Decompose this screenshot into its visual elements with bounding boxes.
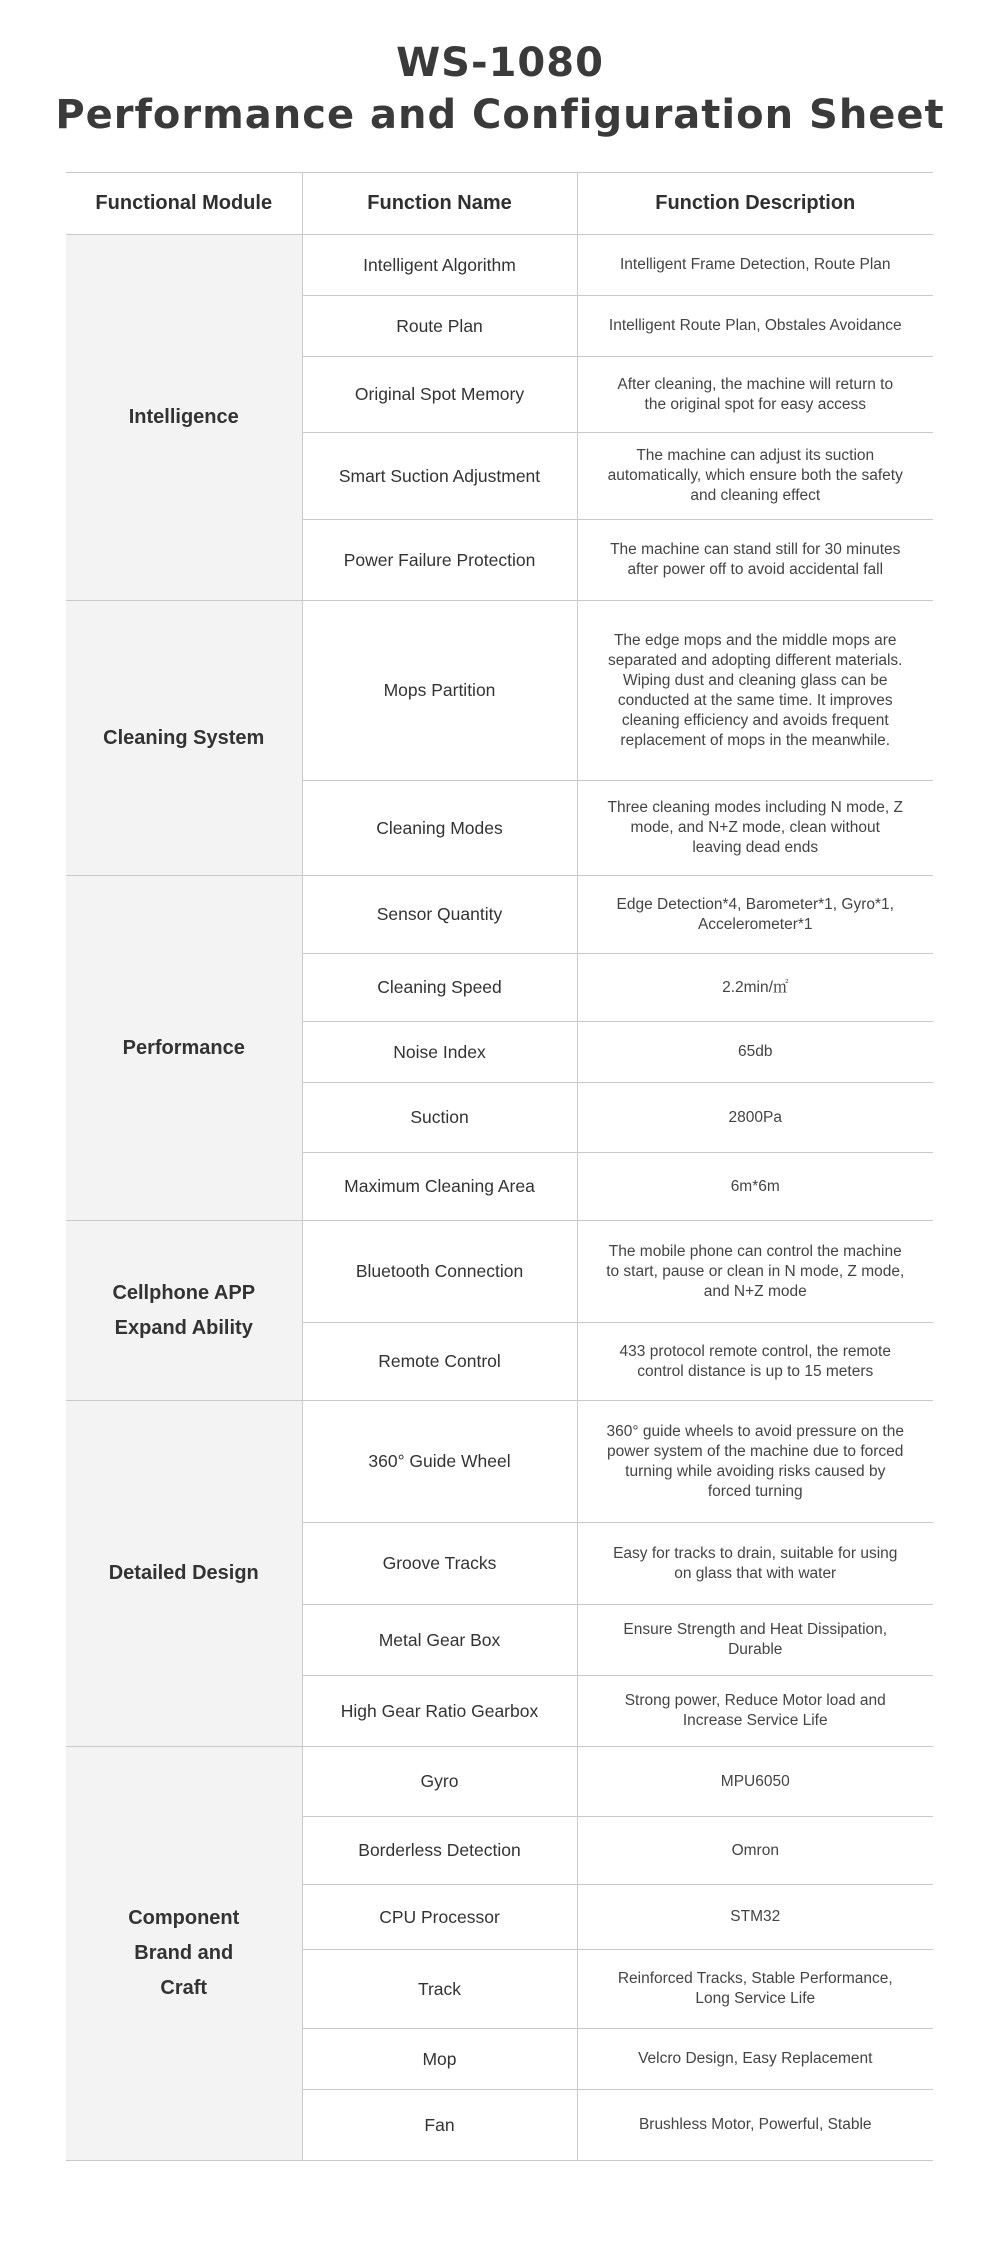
functional-module-cell: [66, 1747, 302, 2161]
spec-table: [66, 172, 933, 2161]
header-function-name: Function Name: [302, 173, 577, 235]
table-row: [66, 1401, 933, 1523]
functional-module-cell: [66, 1221, 302, 1401]
function-description-text: 433 protocol remote control, the remote control distance is up to 15 meters: [619, 1342, 891, 1380]
function-description-text: Velcro Design, Easy Replacement: [638, 2050, 873, 2067]
function-description-cell: [577, 876, 933, 954]
function-description-cell: [577, 1747, 933, 1817]
function-description-text: Omron: [731, 1841, 779, 1859]
function-description-cell: [577, 1817, 933, 1885]
function-name-cell: Power Failure Protection: [302, 520, 577, 601]
table-body: [66, 235, 933, 2161]
function-description-cell: [577, 433, 933, 520]
function-name-cell: Original Spot Memory: [302, 357, 577, 433]
function-description-cell: [577, 1950, 933, 2029]
function-name-cell: High Gear Ratio Gearbox: [302, 1676, 577, 1747]
functional-module-label: Performance: [122, 1036, 245, 1059]
function-description-text: 6m*6m: [730, 1177, 780, 1195]
function-name-cell: Intelligent Algorithm: [302, 235, 577, 296]
function-description-text: 2.2min/㎡: [722, 978, 789, 996]
function-name-cell: Cleaning Speed: [302, 954, 577, 1022]
function-description-cell: [577, 2029, 933, 2090]
function-name-cell: Mop: [302, 2029, 577, 2090]
function-name-cell: Maximum Cleaning Area: [302, 1153, 577, 1221]
function-name-cell: Fan: [302, 2090, 577, 2161]
header-functional-module: Functional Module: [66, 173, 302, 235]
function-description-text: Intelligent Route Plan, Obstales Avoidance: [608, 317, 902, 334]
function-description-text: MPU6050: [720, 1772, 790, 1790]
function-description-text: The machine can stand still for 30 minutes after power off to avoid accidental fall: [610, 541, 901, 578]
function-description-cell: [577, 357, 933, 433]
function-description-cell: [577, 1523, 933, 1605]
function-description-cell: [577, 1221, 933, 1323]
function-description-cell: [577, 781, 933, 876]
functional-module-label: Detailed Design: [108, 1562, 259, 1584]
function-description-text: 360° guide wheels to avoid pressure on the power system of the machine due to forced turning while avoiding risks caused by forced turning: [606, 1422, 904, 1500]
functional-module-label: Cellphone APP Expand Ability: [112, 1281, 256, 1339]
function-description-cell: [577, 1083, 933, 1153]
functional-module-cell: [66, 235, 302, 601]
function-name-cell: Sensor Quantity: [302, 876, 577, 954]
functional-module-label: Component Brand and Craft: [128, 1907, 240, 1999]
table-header-row: [66, 173, 933, 235]
function-description-text: Edge Detection*4, Barometer*1, Gyro*1, Accelerometer*1: [616, 895, 894, 933]
table-row: [66, 235, 933, 296]
function-name-cell: Route Plan: [302, 296, 577, 357]
header-function-description: Function Description: [577, 173, 933, 235]
functional-module-label: Cleaning System: [103, 726, 265, 749]
function-description-cell: [577, 601, 933, 781]
table-row: [66, 601, 933, 781]
function-name-cell: Groove Tracks: [302, 1523, 577, 1605]
function-description-text: STM32: [730, 1908, 781, 1925]
function-description-cell: [577, 1323, 933, 1401]
function-description-text: Reinforced Tracks, Stable Performance, Long Service Life: [617, 1970, 893, 2007]
function-description-text: 65db: [738, 1043, 773, 1060]
function-description-text: The mobile phone can control the machine to start, pause or clean in N mode, Z mode, and N+Z mode: [606, 1242, 905, 1300]
function-description-text: The machine can adjust its suction automatically, which ensure both the safety and cleaning effect: [607, 447, 903, 504]
table-row: [66, 1747, 933, 1817]
function-description-cell: [577, 1605, 933, 1676]
function-description-text: Three cleaning modes including N mode, Z mode, and N+Z mode, clean without leaving dead ends: [607, 799, 903, 856]
functional-module-cell: [66, 601, 302, 876]
function-name-cell: Gyro: [302, 1747, 577, 1817]
function-description-cell: [577, 1401, 933, 1523]
table-row: [66, 1221, 933, 1323]
table-row: [66, 876, 933, 954]
function-name-cell: Smart Suction Adjustment: [302, 433, 577, 520]
function-description-text: The edge mops and the middle mops are separated and adopting different materials. Wiping dust and cleaning glass can be conducted at the same time. It improves cleaning efficiency and avoids frequent replacement of mops in the meanwhile.: [608, 631, 903, 749]
function-description-text: Strong power, Reduce Motor load and Increase Service Life: [624, 1692, 886, 1729]
function-name-cell: Metal Gear Box: [302, 1605, 577, 1676]
function-name-cell: Track: [302, 1950, 577, 2029]
function-name-cell: Suction: [302, 1083, 577, 1153]
function-name-cell: Bluetooth Connection: [302, 1221, 577, 1323]
functional-module-cell: [66, 1401, 302, 1747]
function-description-cell: [577, 2090, 933, 2161]
sheet-title-model: WS-1080: [396, 40, 604, 86]
function-description-text: Easy for tracks to drain, suitable for using on glass that with water: [613, 1544, 898, 1582]
function-description-cell: [577, 1153, 933, 1221]
sheet-title-subtitle: Performance and Configuration Sheet: [55, 92, 945, 138]
function-description-text: After cleaning, the machine will return to the original spot for easy access: [617, 375, 894, 413]
functional-module-cell: [66, 876, 302, 1221]
function-description-cell: [577, 1676, 933, 1747]
function-description-cell: [577, 235, 933, 296]
function-name-cell: Noise Index: [302, 1022, 577, 1083]
function-description-text: 2800Pa: [728, 1108, 782, 1126]
functional-module-label: Intelligence: [128, 406, 239, 428]
function-name-cell: Mops Partition: [302, 601, 577, 781]
function-description-text: Ensure Strength and Heat Dissipation, Durable: [623, 1621, 888, 1658]
function-name-cell: Borderless Detection: [302, 1817, 577, 1885]
function-name-cell: Cleaning Modes: [302, 781, 577, 876]
function-description-cell: [577, 520, 933, 601]
function-description-cell: [577, 954, 933, 1022]
function-name-cell: CPU Processor: [302, 1885, 577, 1950]
function-description-text: Brushless Motor, Powerful, Stable: [638, 2116, 872, 2133]
function-name-cell: Remote Control: [302, 1323, 577, 1401]
function-description-cell: [577, 296, 933, 357]
function-description-cell: [577, 1885, 933, 1950]
function-description-cell: [577, 1022, 933, 1083]
function-name-cell: 360° Guide Wheel: [302, 1401, 577, 1523]
function-description-text: Intelligent Frame Detection, Route Plan: [619, 256, 891, 273]
